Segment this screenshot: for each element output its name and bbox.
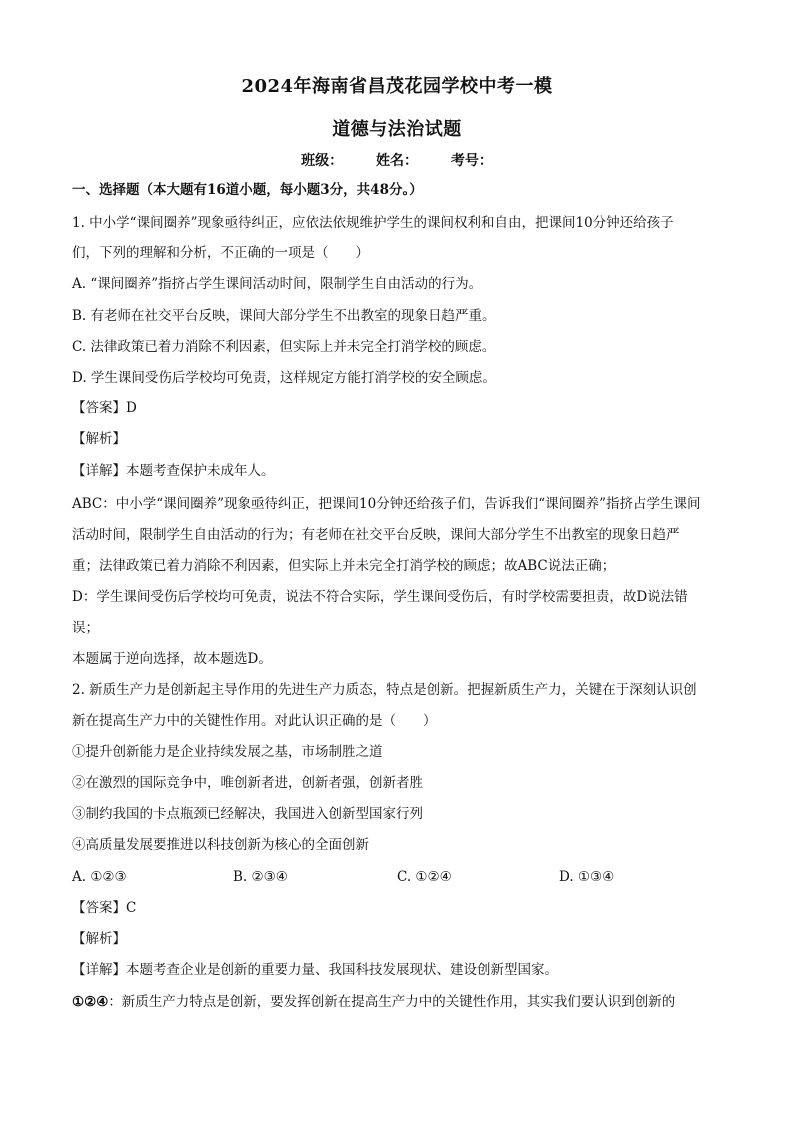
q2-item-4: ④高质量发展要推进以科技创新为核心的全面创新 bbox=[72, 837, 369, 853]
q2-stem-line1: 2. 新质生产力是创新起主导作用的先进生产力质态，特点是创新。把握新质生产力，关键在于深刻认识创 bbox=[72, 682, 697, 698]
section-heading: 一、选择题（本大题有16道小题，每小题3分，共48分。） bbox=[72, 182, 423, 198]
id-label: 考号： bbox=[450, 153, 493, 169]
q1-conclusion: 本题属于逆向选择，故本题选D。 bbox=[72, 651, 272, 667]
q1-d-line1: D：学生课间受伤后学校均可免责，说法不符合实际，学生课间受伤后，有时学校需要担责，故D说法错 bbox=[72, 589, 688, 605]
q2-option-a: A. ①②③ bbox=[72, 869, 127, 885]
q2-explain-line bbox=[72, 992, 722, 1012]
q1-stem-line2: 们，下列的理解和分析，不正确的一项是（ ） bbox=[72, 245, 369, 261]
q1-option-c: C. 法律政策已着力消除不利因素，但实际上并未完全打消学校的顾虑。 bbox=[72, 339, 496, 355]
q2-option-c: C. ①②④ bbox=[397, 869, 452, 885]
q2-item-2: ②在激烈的国际竞争中，唯创新者进，创新者强，创新者胜 bbox=[72, 775, 423, 791]
class-label: 班级： bbox=[301, 153, 344, 169]
q2-item-1: ①提升创新能力是企业持续发展之基，市场制胜之道 bbox=[72, 744, 383, 760]
q1-option-b: B. 有老师在社交平台反映，课间大部分学生不出教室的现象日趋严重。 bbox=[72, 308, 496, 324]
q1-abc-line1: ABC：中小学“课间圈养”现象亟待纠正，把课间10分钟还给孩子们，告诉我们“课间圈养”指挤占学生课间 bbox=[72, 496, 701, 512]
exam-title: 2024年海南省昌茂花园学校中考一模 bbox=[241, 76, 553, 97]
q2-item-3: ③制约我国的卡点瓶颈已经解决，我国进入创新型国家行列 bbox=[72, 806, 423, 822]
q2-option-b: B. ②③④ bbox=[233, 869, 288, 885]
q1-d-line2: 误； bbox=[72, 620, 99, 636]
q1-option-d: D. 学生课间受伤后学校均可免责，这样规定方能打消学校的安全顾虑。 bbox=[72, 370, 496, 386]
exam-subtitle: 道德与法治试题 bbox=[332, 119, 462, 140]
q2-explain-text: ：新质生产力特点是创新，要发挥创新在提高生产力中的关键性作用，其实我们要认识到创新的 bbox=[108, 994, 676, 1010]
q1-abc-line2: 活动时间，限制学生自由活动的行为；有老师在社交平台反映，课间大部分学生不出教室的现象日趋严 bbox=[72, 527, 680, 543]
q1-stem-line1: 1. 中小学“课间圈养”现象亟待纠正，应依法依规维护学生的课间权利和自由，把课间10分钟还给孩子 bbox=[72, 215, 674, 231]
q2-option-d: D. ①③④ bbox=[559, 869, 615, 885]
student-info-row bbox=[0, 150, 794, 170]
name-label: 姓名： bbox=[376, 153, 418, 169]
q2-detail: 【详解】本题考查企业是创新的重要力量、我国科技发展现状、建设创新型国家。 bbox=[72, 962, 558, 978]
q1-abc-line3: 重；法律政策已着力消除不利因素，但实际上并未完全打消学校的顾虑；故ABC说法正确； bbox=[72, 558, 616, 574]
q2-explain-label: ①②④ bbox=[72, 994, 109, 1010]
q1-answer: 【答案】D bbox=[72, 400, 137, 416]
q2-analysis-label: 【解析】 bbox=[72, 931, 126, 947]
q1-detail: 【详解】本题考查保护未成年人。 bbox=[72, 463, 275, 479]
q2-answer: 【答案】C bbox=[72, 900, 137, 916]
q1-analysis-label: 【解析】 bbox=[72, 431, 126, 447]
q1-option-a: A. “课间圈养”指挤占学生课间活动时间，限制学生自由活动的行为。 bbox=[72, 276, 483, 292]
q2-stem-line2: 新在提高生产力中的关键性作用。对此认识正确的是（ ） bbox=[72, 713, 437, 729]
